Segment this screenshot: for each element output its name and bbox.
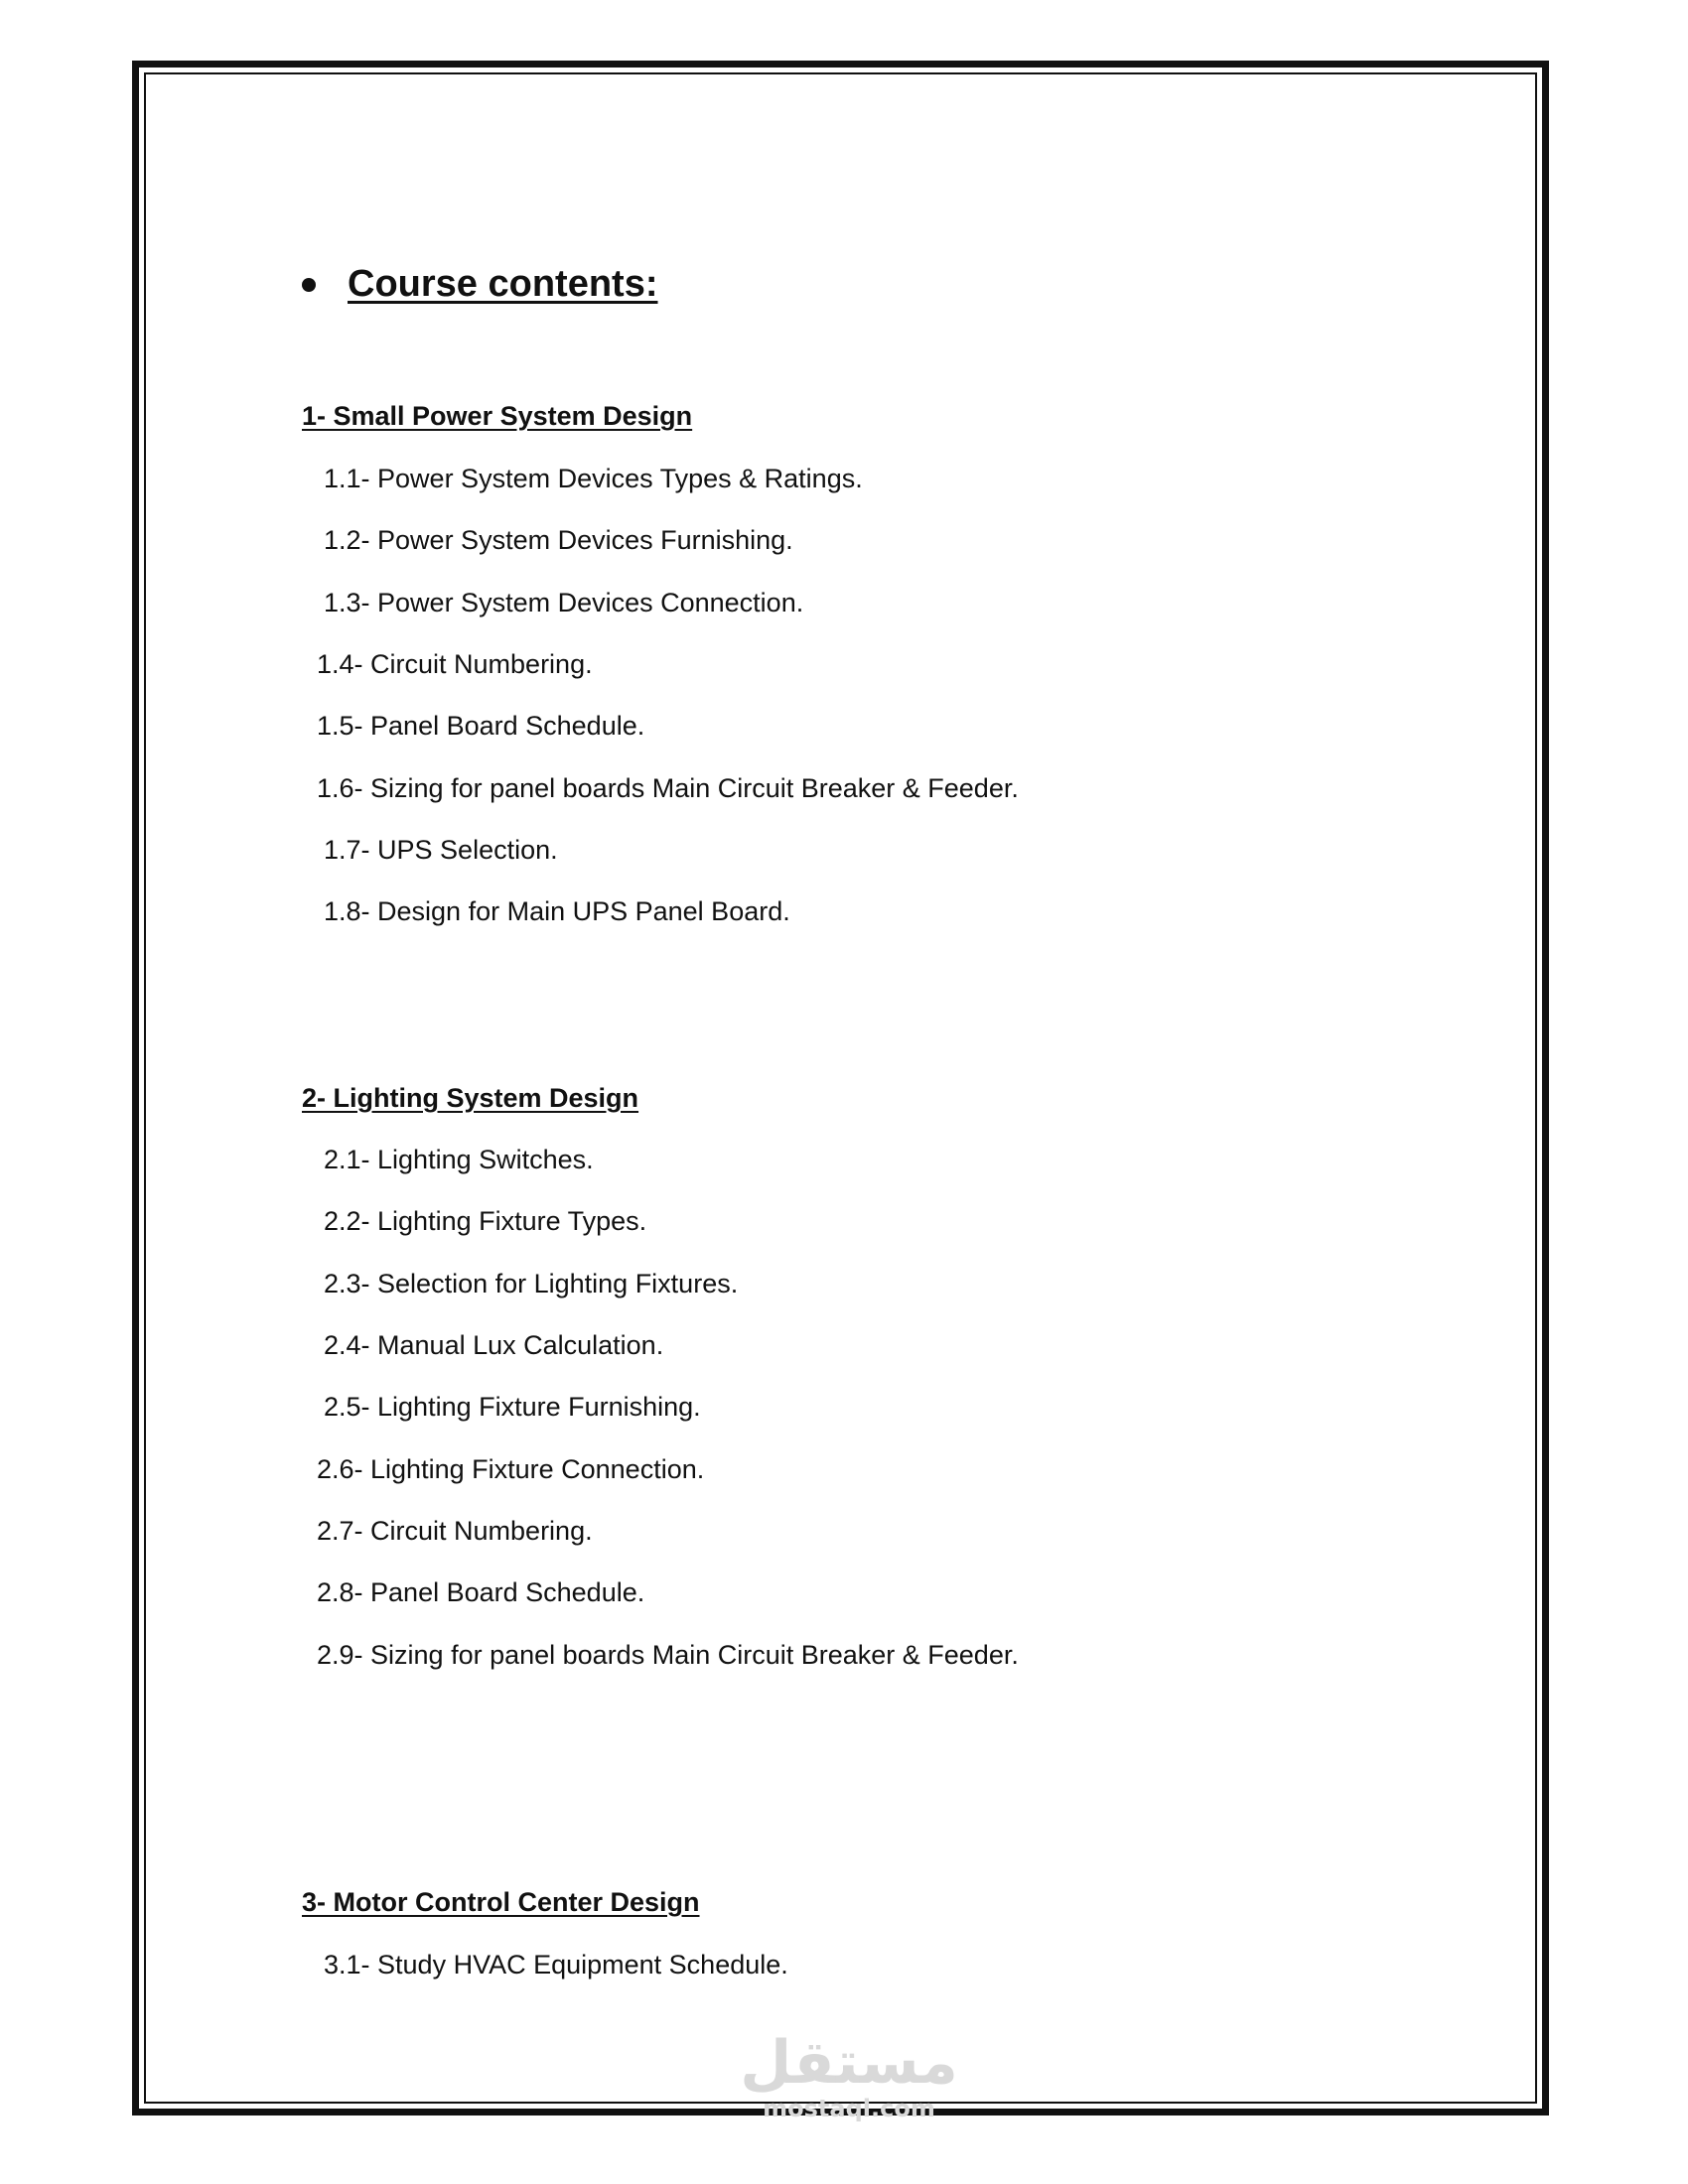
- bullet-icon: [302, 278, 316, 292]
- list-item: 2.8- Panel Board Schedule.: [317, 1577, 645, 1607]
- watermark-arabic: مستقل: [740, 2028, 958, 2098]
- list-item: 1.1- Power System Devices Types & Ratings.: [324, 464, 863, 493]
- list-item: 2.4- Manual Lux Calculation.: [324, 1330, 664, 1360]
- course-contents-heading: [302, 263, 657, 306]
- list-item: 3.1- Study HVAC Equipment Schedule.: [324, 1950, 788, 1979]
- list-item: 1.7- UPS Selection.: [324, 835, 558, 865]
- mostaql-watermark-logo: [735, 2030, 963, 2121]
- list-item: 1.3- Power System Devices Connection.: [324, 588, 804, 617]
- section-title-lighting: 2- Lighting System Design: [302, 1083, 639, 1113]
- list-item: 1.8- Design for Main UPS Panel Board.: [324, 896, 790, 926]
- list-item: 2.2- Lighting Fixture Types.: [324, 1206, 647, 1236]
- list-item: 1.6- Sizing for panel boards Main Circuit Breaker & Feeder.: [317, 773, 1019, 803]
- watermark-latin: mostaql.com: [763, 2095, 935, 2122]
- list-item: 1.2- Power System Devices Furnishing.: [324, 525, 793, 555]
- list-item: 2.5- Lighting Fixture Furnishing.: [324, 1392, 701, 1422]
- list-item: 2.6- Lighting Fixture Connection.: [317, 1454, 705, 1484]
- list-item: 1.5- Panel Board Schedule.: [317, 711, 645, 741]
- list-item: 2.1- Lighting Switches.: [324, 1145, 594, 1174]
- section-title-small-power: 1- Small Power System Design: [302, 401, 693, 431]
- list-item: 2.3- Selection for Lighting Fixtures.: [324, 1269, 739, 1298]
- list-item: 1.4- Circuit Numbering.: [317, 649, 593, 679]
- list-item: 2.9- Sizing for panel boards Main Circuit Breaker & Feeder.: [317, 1640, 1019, 1670]
- list-item: 2.7- Circuit Numbering.: [317, 1516, 593, 1546]
- section-title-mcc: 3- Motor Control Center Design: [302, 1887, 700, 1917]
- heading-text: Course contents:: [348, 263, 658, 305]
